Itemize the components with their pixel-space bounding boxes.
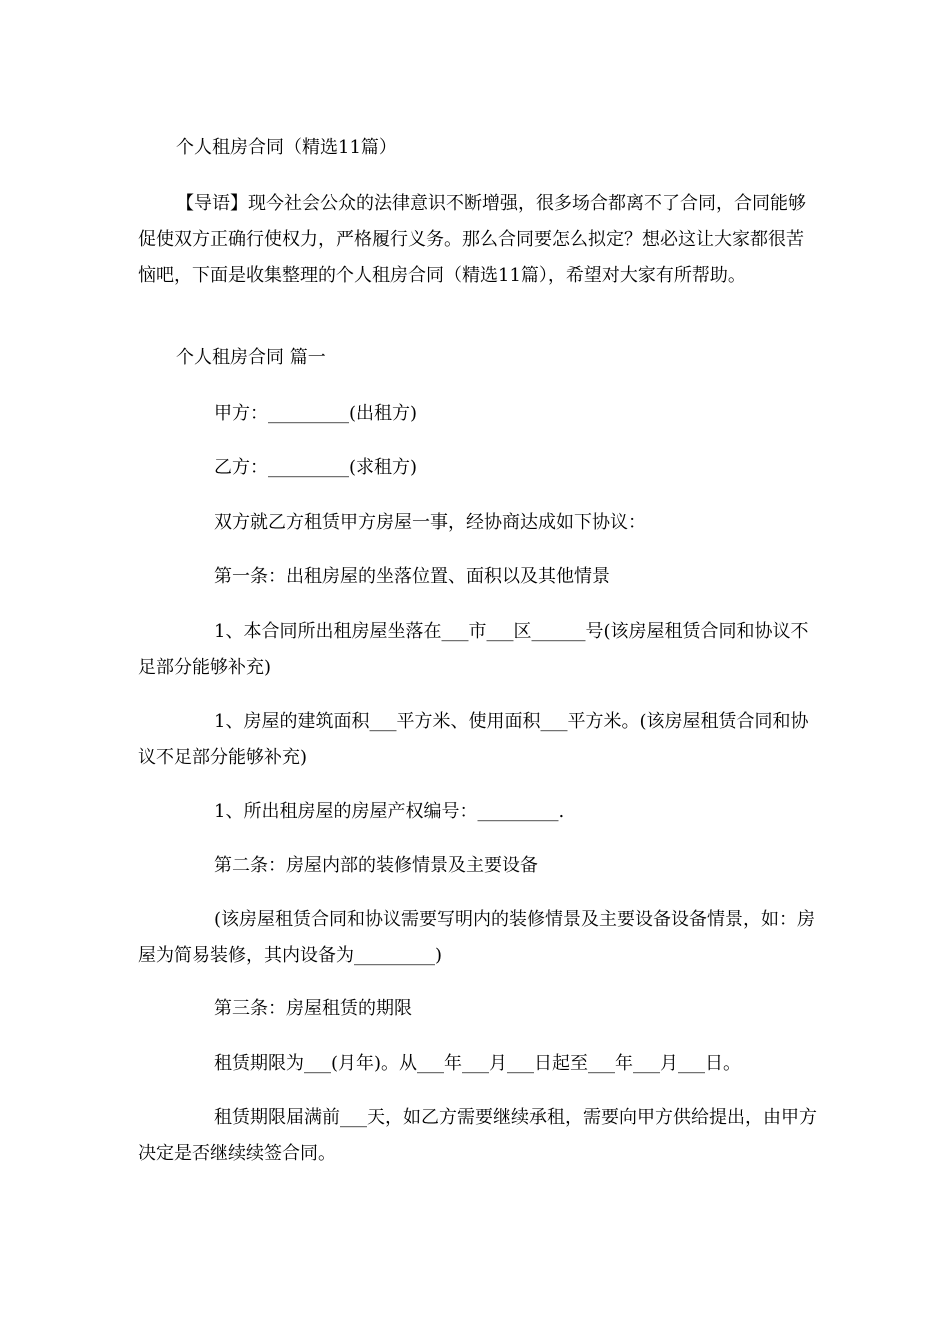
clause-renewal: 租赁期限届满前___天，如乙方需要继续承租，需要向甲方供给提出，由甲方决定是否继续续签合同。: [138, 1107, 817, 1164]
clause-term: 租赁期限为___(月年)。从___年___月___日起至___年___月___日。: [214, 1053, 742, 1074]
clause-decoration: (该房屋租赁合同和协议需要写明内的装修情景及主要设备设备情景，如：房屋为简易装修，其内设备为_________): [138, 909, 816, 966]
party-b-line: 乙方：_________(求租方): [214, 457, 418, 478]
clause-area: 1、房屋的建筑面积___平方米、使用面积___平方米。(该房屋租赁合同和协议不足部分能够补充): [138, 711, 809, 768]
clause-location: 1、本合同所出租房屋坐落在___市___区______号(该房屋租赁合同和协议不足部分能够补充): [138, 621, 809, 678]
clause-property-number: 1、所出租房屋的房屋产权编号：_________.: [214, 801, 565, 822]
article-three-heading: 第三条：房屋租赁的期限: [214, 998, 412, 1019]
article-two-heading: 第二条：房屋内部的装修情景及主要设备: [214, 855, 538, 876]
agreement-preamble: 双方就乙方租赁甲方房屋一事，经协商达成如下协议：: [214, 512, 646, 533]
document-title: 个人租房合同（精选11篇）: [176, 137, 397, 158]
intro-paragraph: 【导语】现今社会公众的法律意识不断增强，很多场合都离不了合同，合同能够促使双方正确行使权力，严格履行义务。那么合同要怎么拟定？想必这让大家都很苦恼吧，下面是收集整理的个人租房合同（精选11篇），希望对大家有所帮助。: [138, 193, 806, 286]
article-one-heading: 第一条：出租房屋的坐落位置、面积以及其他情景: [214, 566, 610, 587]
party-a-line: 甲方：_________(出租方): [214, 403, 418, 424]
section-heading: 个人租房合同 篇一: [176, 347, 326, 368]
